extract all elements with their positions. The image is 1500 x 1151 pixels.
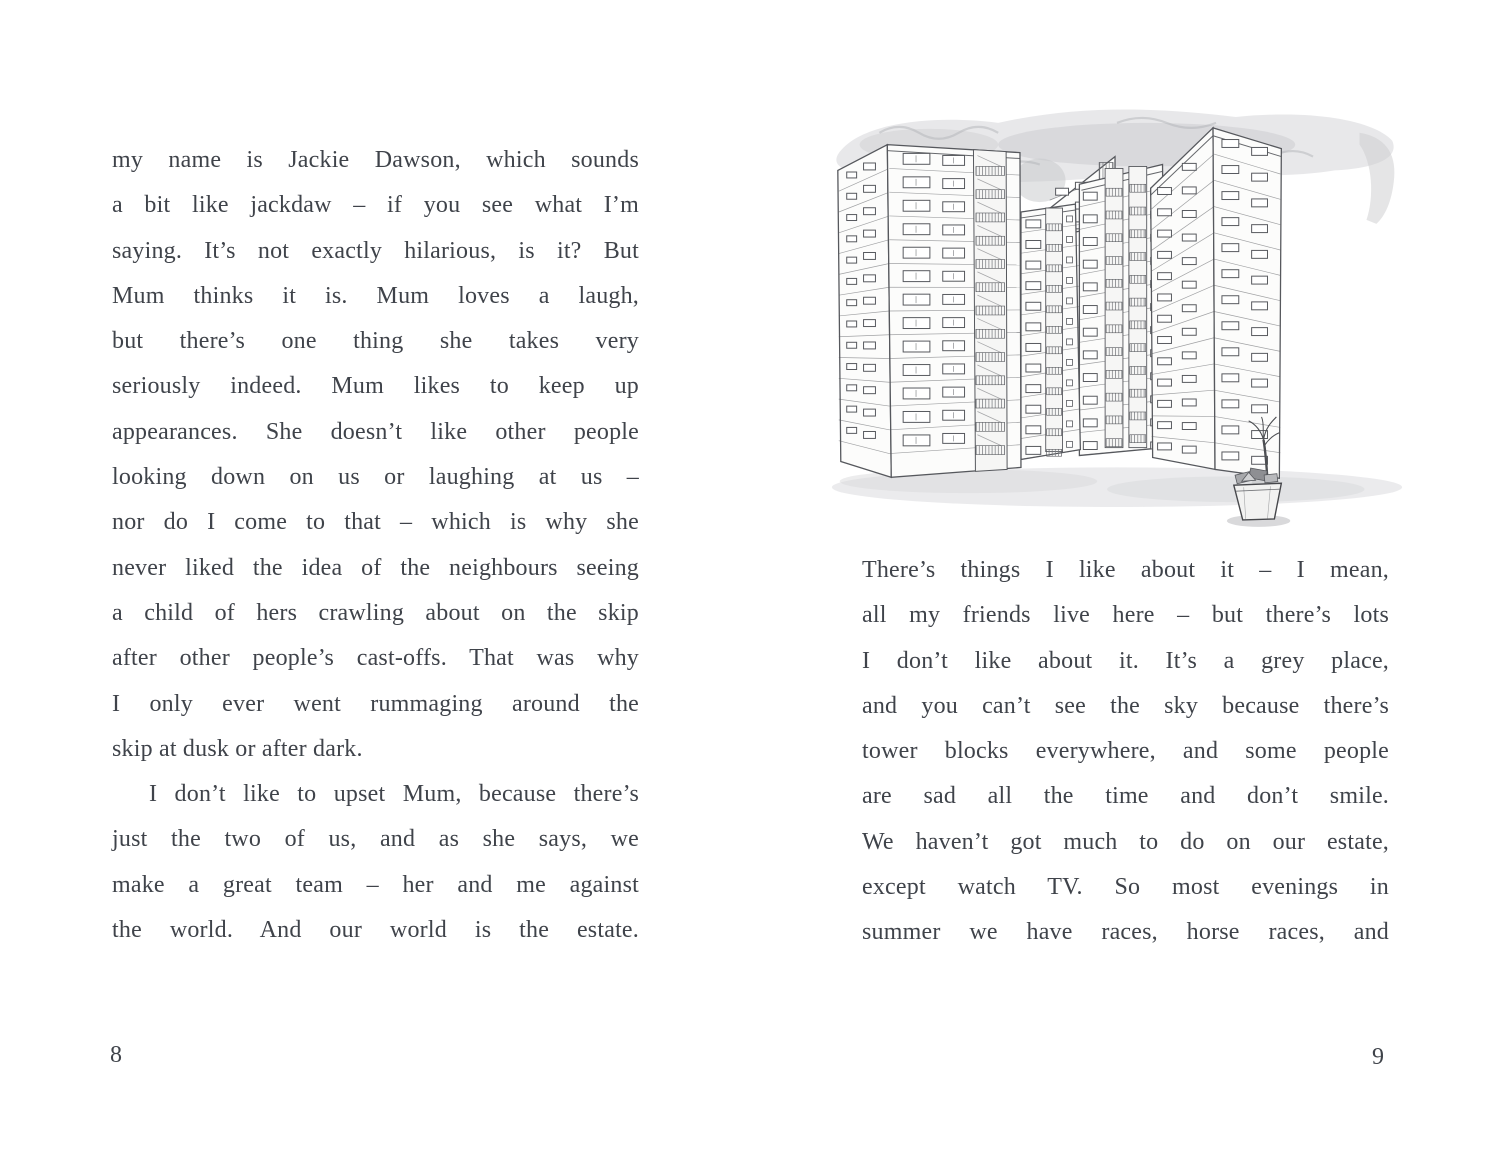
text-line: saying. It’s not exactly hilarious, is it? But: [112, 237, 639, 264]
estate-illustration: [820, 92, 1414, 530]
text-line: all my friends live here – but there’s lots: [862, 602, 1389, 629]
text-line: There’s things I like about it – I mean,: [862, 557, 1389, 583]
paragraph: [862, 548, 1389, 956]
text-line: are sad all the time and don’t smile.: [862, 783, 1389, 810]
text-line: except watch TV. So most evenings in: [862, 874, 1389, 901]
left-page-text: [112, 138, 639, 953]
text-line: a bit like jackdaw – if you see what I’m: [112, 192, 639, 219]
page-number-left: 8: [110, 1042, 123, 1068]
right-page: [750, 0, 1500, 1151]
paragraph: [112, 772, 639, 953]
text-line: I don’t like to upset Mum, because there’s: [149, 781, 639, 808]
text-line: after other people’s cast-offs. That was why: [112, 645, 639, 672]
text-line: appearances. She doesn’t like other people: [112, 418, 639, 445]
text-line: but there’s one thing she takes very: [112, 328, 639, 355]
text-line: skip at dusk or after dark.: [112, 735, 363, 762]
right-page-text: [862, 548, 1389, 956]
text-line: summer we have races, horse races, and: [862, 919, 1389, 946]
tower-blocks-sketch: [820, 92, 1414, 530]
text-line: the world. And our world is the estate.: [112, 917, 639, 944]
text-line: We haven’t got much to do on our estate,: [862, 828, 1389, 855]
text-line: I don’t like about it. It’s a grey place,: [862, 647, 1389, 674]
text-line: and you can’t see the sky because there’s: [862, 692, 1389, 719]
text-line: I only ever went rummaging around the: [112, 690, 639, 717]
text-line: Mum thinks it is. Mum loves a laugh,: [112, 282, 639, 309]
text-line: make a great team – her and me against: [112, 871, 639, 898]
text-line: just the two of us, and as she says, we: [112, 826, 639, 853]
paragraph: [112, 138, 639, 772]
text-line: nor do I come to that – which is why she: [112, 509, 639, 536]
text-line: seriously indeed. Mum likes to keep up: [112, 373, 639, 400]
page-number-right: 9: [1372, 1044, 1385, 1070]
text-line: my name is Jackie Dawson, which sounds: [112, 147, 639, 173]
text-line: a child of hers crawling about on the skip: [112, 599, 639, 626]
text-line: never liked the idea of the neighbours seeing: [112, 554, 639, 581]
text-line: tower blocks everywhere, and some people: [862, 738, 1389, 765]
text-line: looking down on us or laughing at us –: [112, 464, 639, 491]
